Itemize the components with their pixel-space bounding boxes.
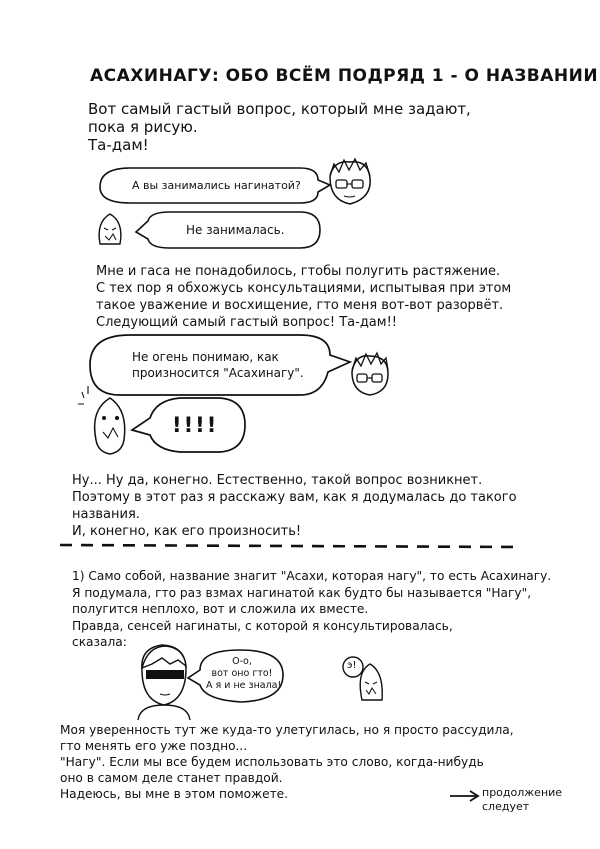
bubble-sensei-text (206, 656, 282, 692)
text-line: названия. (72, 507, 140, 522)
paragraph-3 (72, 568, 551, 651)
text-line: С тех пор я обхожусь консультациями, испытывая при этом (96, 281, 512, 296)
sensei-character-icon (138, 645, 190, 720)
text-line: сказала: (72, 635, 127, 649)
bubble-line: произносится "Асахинагу". (132, 366, 304, 380)
dashed-divider (60, 545, 520, 547)
text-line: Ну... Ну да, конегно. Естественно, такой вопрос возникнет. (72, 473, 483, 488)
glasses-character-icon (330, 159, 370, 204)
bubble-line: вот оно гто! (211, 668, 273, 679)
text-line: гто менять его уже поздно... (60, 739, 248, 753)
text-line: И, конегно, как его произносить! (72, 524, 302, 539)
bubble-answer-text: Не занималась. (186, 223, 285, 237)
glasses-character-icon (352, 353, 388, 395)
bubble-question-text: А вы занимались нагинатой? (132, 179, 301, 192)
continue-note (482, 786, 562, 814)
intro-line: Вот самый гастый вопрос, который мне задают, (88, 100, 471, 118)
text-line: 1) Само собой, название знагит "Асахи, которая нагу", то есть Асахинагу. (72, 569, 552, 583)
bubble-exclaim-text: !!!! (172, 413, 219, 437)
continue-line: продолжение (482, 786, 563, 799)
text-line: Моя уверенность тут же куда-то улетугилась, но я просто рассудила, (60, 723, 514, 737)
paragraph-4 (60, 722, 514, 802)
text-line: Следующий самый гастый вопрос! Та-дам!! (96, 315, 398, 330)
bubble-question-2-text (132, 349, 304, 381)
paragraph-2 (72, 472, 517, 540)
text-line: Я подумала, гто раз взмах нагинатой как будто бы называется "Нагу", (72, 585, 532, 600)
small-exclaim-text: э! (347, 660, 357, 671)
text-line: оно в самом деле станет правдой. (60, 771, 283, 785)
bubble-line: Не огень понимаю, как (132, 350, 279, 364)
bubble-line: О-о, (232, 656, 252, 667)
author-character-icon (78, 386, 125, 454)
text-line: такое уважение и восхищение, гто меня вот-вот разорвёт. (96, 298, 504, 313)
bubble-line: А я и не знала! (206, 680, 282, 691)
author-character-icon (99, 214, 121, 244)
text-line: Поэтому в этот раз я расскажу вам, как я додумалась до такого (72, 490, 517, 505)
continue-line: следует (482, 800, 530, 813)
text-line: полугится неплохо, вот и сложила их вместе. (72, 602, 369, 616)
text-line: Мне и гаса не понадобилось, гтобы полугить растяжение. (96, 264, 501, 279)
intro-line: пока я рисую. (88, 118, 198, 136)
intro-line: Та-дам! (88, 136, 149, 154)
text-line: "Нагу". Если мы все будем использовать это слово, когда-нибудь (60, 755, 484, 769)
author-character-icon (360, 664, 382, 700)
text-line: Правда, сенсей нагинаты, с которой я консультировалась, (72, 618, 453, 633)
paragraph-1 (96, 263, 511, 331)
page-title: АСАХИНАГУ: ОБО ВСЁМ ПОДРЯД 1 - О НАЗВАНИИ (90, 66, 599, 86)
text-line: Надеюсь, вы мне в этом поможете. (60, 787, 289, 801)
